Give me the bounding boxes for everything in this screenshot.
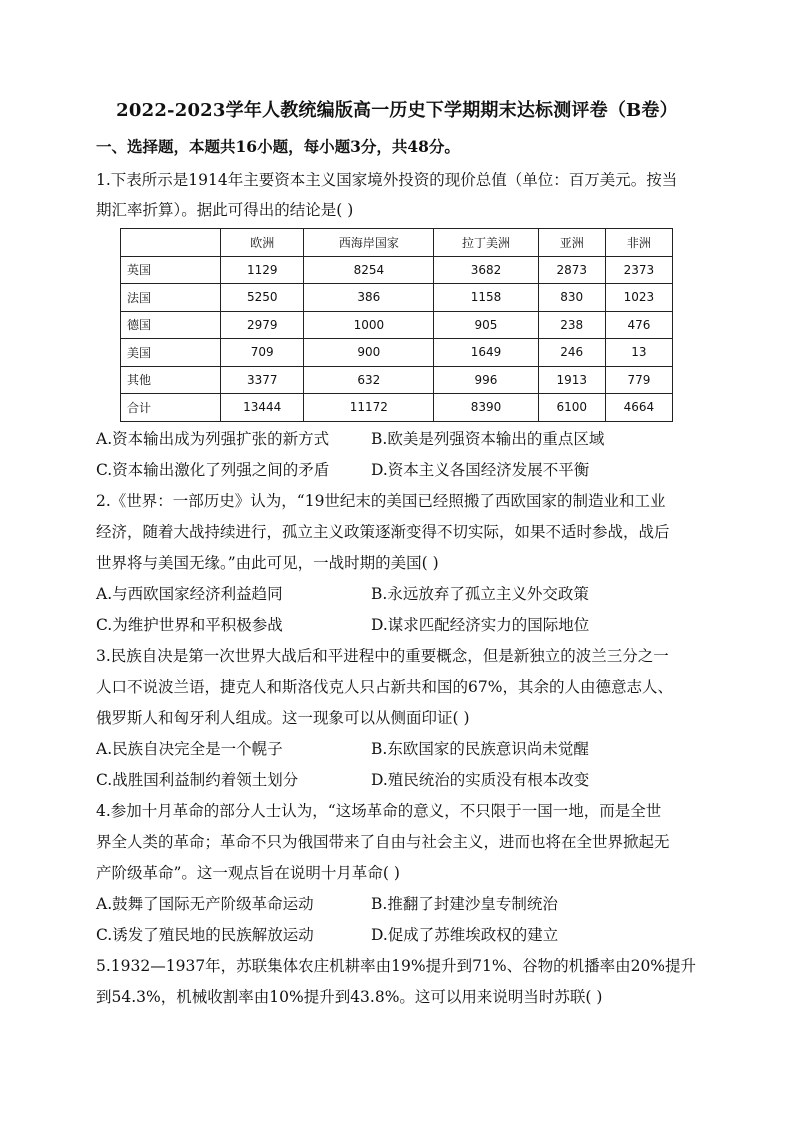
table-cell: 3682 (434, 256, 538, 284)
table-cell: 5250 (221, 284, 304, 312)
table-cell: 386 (304, 284, 434, 312)
table-cell: 8390 (434, 394, 538, 422)
table-cell: 其他 (121, 366, 221, 394)
table-cell: 1158 (434, 284, 538, 312)
table-cell: 13 (605, 339, 672, 367)
table-row (121, 366, 673, 394)
table-cell: 6100 (538, 394, 605, 422)
investment-table (120, 228, 673, 422)
q2-stem-line2: 经济，随着大战持续进行，孤立主义政策逐渐变得不切实际，如果不适时参战，战后 (96, 523, 670, 541)
table-cell: 2979 (221, 311, 304, 339)
q3-option-c: C.战胜国利益制约着领土划分 (96, 771, 299, 789)
table-cell: 709 (221, 339, 304, 367)
q1-option-d: D.资本主义各国经济发展不平衡 (371, 461, 590, 479)
table-header-cell (121, 229, 221, 257)
q4-option-a: A.鼓舞了国际无产阶级革命运动 (96, 895, 314, 913)
table-cell: 996 (434, 366, 538, 394)
table-row (121, 339, 673, 367)
q2-stem-line1: 2.《世界：一部历史》认为，“19世纪末的美国已经照搬了西欧国家的制造业和工业 (96, 492, 666, 510)
table-cell: 632 (304, 366, 434, 394)
table-cell: 779 (605, 366, 672, 394)
table-cell: 1129 (221, 256, 304, 284)
table-header-cell: 欧洲 (221, 229, 304, 257)
table-header-cell: 西海岸国家 (304, 229, 434, 257)
table-cell: 1649 (434, 339, 538, 367)
q3-option-b: B.东欧国家的民族意识尚未觉醒 (371, 740, 589, 758)
q4-option-d: D.促成了苏维埃政权的建立 (371, 926, 559, 944)
q4-stem-line3: 产阶级革命”。这一观点旨在说明十月革命( ) (96, 864, 400, 882)
table-cell: 1023 (605, 284, 672, 312)
table-header-row (121, 229, 673, 257)
table-cell: 13444 (221, 394, 304, 422)
q2-stem-line3: 世界将与美国无缘。”由此可见，一战时期的美国( ) (96, 554, 439, 572)
table-cell: 德国 (121, 311, 221, 339)
table-row (121, 256, 673, 284)
table-cell: 3377 (221, 366, 304, 394)
q3-option-a: A.民族自决完全是一个幌子 (96, 740, 283, 758)
table-cell: 1913 (538, 366, 605, 394)
table-cell: 11172 (304, 394, 434, 422)
q1-stem-line1: 1.下表所示是1914年主要资本主义国家境外投资的现价总值（单位：百万美元。按当 (96, 171, 678, 189)
q1-stem-line2: 期汇率折算）。据此可得出的结论是( ) (96, 201, 354, 219)
table-cell: 905 (434, 311, 538, 339)
q3-stem-line2: 人口不说波兰语，捷克人和斯洛伐克人只占新共和国的67%，其余的人由德意志人、 (96, 678, 673, 696)
q4-option-b: B.推翻了封建沙皇专制统治 (371, 895, 558, 913)
table-cell: 2873 (538, 256, 605, 284)
table-cell: 美国 (121, 339, 221, 367)
table-header-cell: 非洲 (605, 229, 672, 257)
q3-stem-line1: 3.民族自决是第一次世界大战后和平进程中的重要概念，但是新独立的波兰三分之一 (96, 647, 669, 665)
q4-stem-line2: 界全人类的革命；革命不只为俄国带来了自由与社会主义，进而也将在全世界掀起无 (96, 833, 670, 851)
table-cell: 法国 (121, 284, 221, 312)
q4-option-c: C.诱发了殖民地的民族解放运动 (96, 926, 314, 944)
table-cell: 1000 (304, 311, 434, 339)
table-cell: 4664 (605, 394, 672, 422)
q5-stem-line1: 5.1932—1937年，苏联集体农庄机耕率由19%提升到71%、谷物的机播率由20%提升 (96, 957, 697, 975)
q3-stem-line3: 俄罗斯人和匈牙利人组成。这一现象可以从侧面印证( ) (96, 709, 470, 727)
table-cell: 900 (304, 339, 434, 367)
q2-option-c: C.为维护世界和平积极参战 (96, 616, 283, 634)
exam-title: 2022-2023学年人教统编版高一历史下学期期末达标测评卷（B卷） (116, 100, 678, 121)
table-cell: 238 (538, 311, 605, 339)
q1-option-a: A.资本输出成为列强扩张的新方式 (96, 430, 330, 448)
table-row (121, 394, 673, 422)
q2-option-b: B.永远放弃了孤立主义外交政策 (371, 585, 589, 603)
q5-stem-line2: 到54.3%，机械收割率由10%提升到43.8%。这可以用来说明当时苏联( ) (96, 988, 603, 1006)
q3-option-d: D.殖民统治的实质没有根本改变 (371, 771, 590, 789)
section-heading: 一、选择题，本题共16小题，每小题3分，共48分。 (96, 137, 460, 156)
q2-option-d: D.谋求匹配经济实力的国际地位 (371, 616, 590, 634)
table-cell: 830 (538, 284, 605, 312)
table-header-cell: 拉丁美洲 (434, 229, 538, 257)
table-cell: 英国 (121, 256, 221, 284)
table-cell: 合计 (121, 394, 221, 422)
table-cell: 8254 (304, 256, 434, 284)
q2-option-a: A.与西欧国家经济利益趋同 (96, 585, 283, 603)
table-cell: 246 (538, 339, 605, 367)
table-cell: 476 (605, 311, 672, 339)
q1-option-c: C.资本输出激化了列强之间的矛盾 (96, 461, 330, 479)
table-row (121, 284, 673, 312)
table-row (121, 311, 673, 339)
q1-option-b: B.欧美是列强资本输出的重点区域 (371, 430, 605, 448)
q4-stem-line1: 4.参加十月革命的部分人士认为，“这场革命的意义，不只限于一国一地，而是全世 (96, 802, 662, 820)
table-cell: 2373 (605, 256, 672, 284)
table-header-cell: 亚洲 (538, 229, 605, 257)
